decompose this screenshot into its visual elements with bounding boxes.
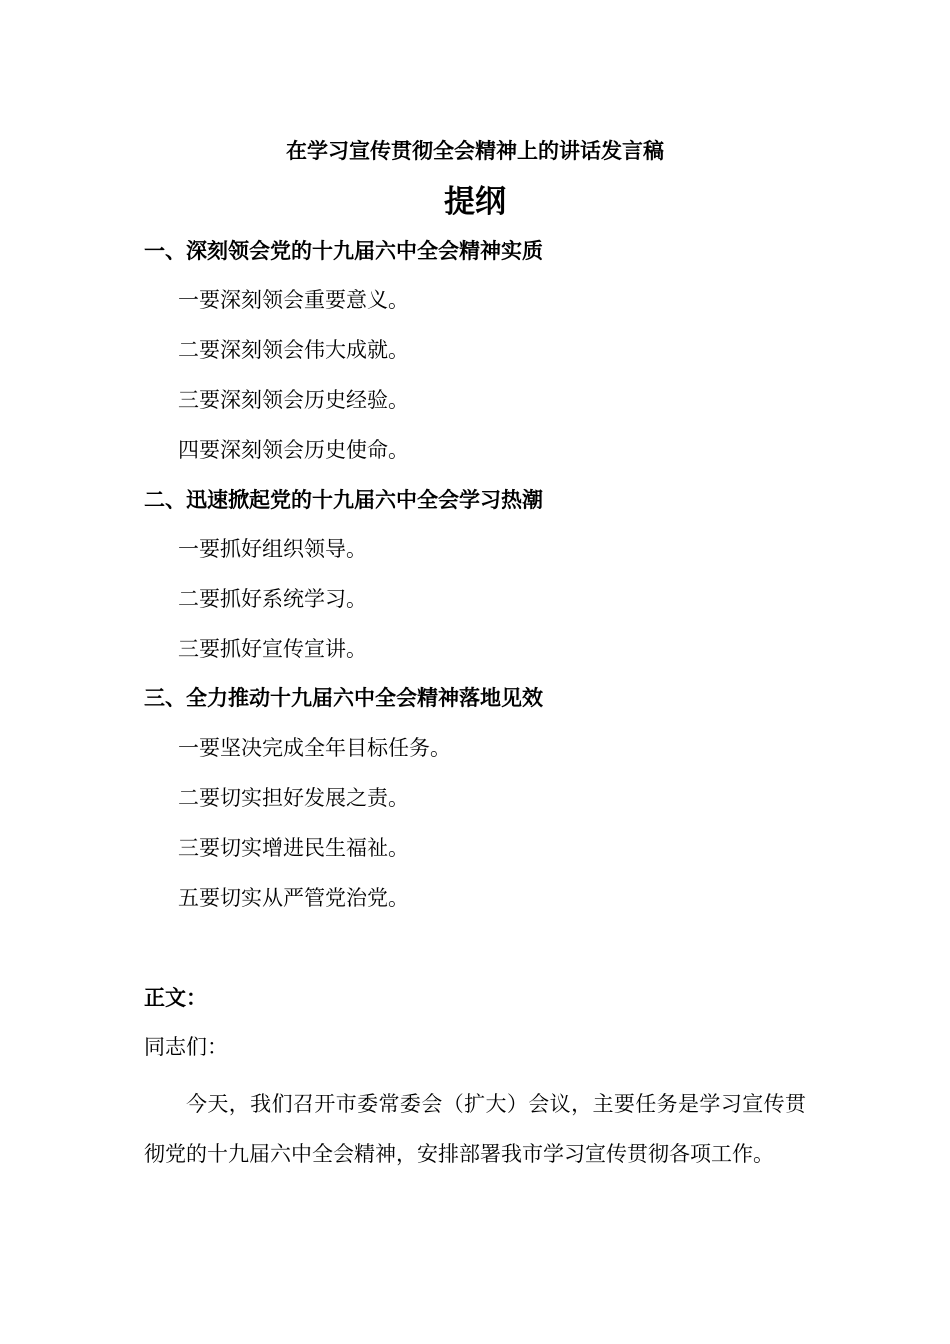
section-1-item-1: 一要深刻领会重要意义。 bbox=[178, 288, 409, 312]
salutation: 同志们： bbox=[144, 1035, 228, 1059]
section-heading-1: 一、深刻领会党的十九届六中全会精神实质 bbox=[144, 238, 543, 263]
section-3-item-2: 二要切实担好发展之责。 bbox=[178, 786, 409, 810]
section-1-item-2: 二要深刻领会伟大成就。 bbox=[178, 338, 409, 362]
section-2-item-1: 一要抓好组织领导。 bbox=[178, 537, 367, 561]
section-heading-2: 二、迅速掀起党的十九届六中全会学习热潮 bbox=[144, 487, 543, 512]
body-label: 正文： bbox=[144, 985, 207, 1010]
section-2-item-2: 二要抓好系统学习。 bbox=[178, 587, 367, 611]
document-title: 在学习宣传贯彻全会精神上的讲话发言稿 bbox=[286, 138, 664, 163]
outline-heading: 提纲 bbox=[444, 184, 506, 220]
section-3-item-1: 一要坚决完成全年目标任务。 bbox=[178, 736, 451, 760]
body-paragraph: 今天，我们召开市委常委会（扩大）会议，主要任务是学习宣传贯彻党的十九届六中全会精神，安排部署我市学习宣传贯彻各项工作。 bbox=[144, 1092, 806, 1166]
section-3-item-4: 五要切实从严管党治党。 bbox=[178, 886, 409, 910]
section-2-item-3: 三要抓好宣传宣讲。 bbox=[178, 637, 367, 661]
section-1-item-4: 四要深刻领会历史使命。 bbox=[178, 438, 409, 462]
section-3-item-3: 三要切实增进民生福祉。 bbox=[178, 836, 409, 860]
section-1-item-3: 三要深刻领会历史经验。 bbox=[178, 388, 409, 412]
section-heading-3: 三、全力推动十九届六中全会精神落地见效 bbox=[144, 685, 543, 710]
